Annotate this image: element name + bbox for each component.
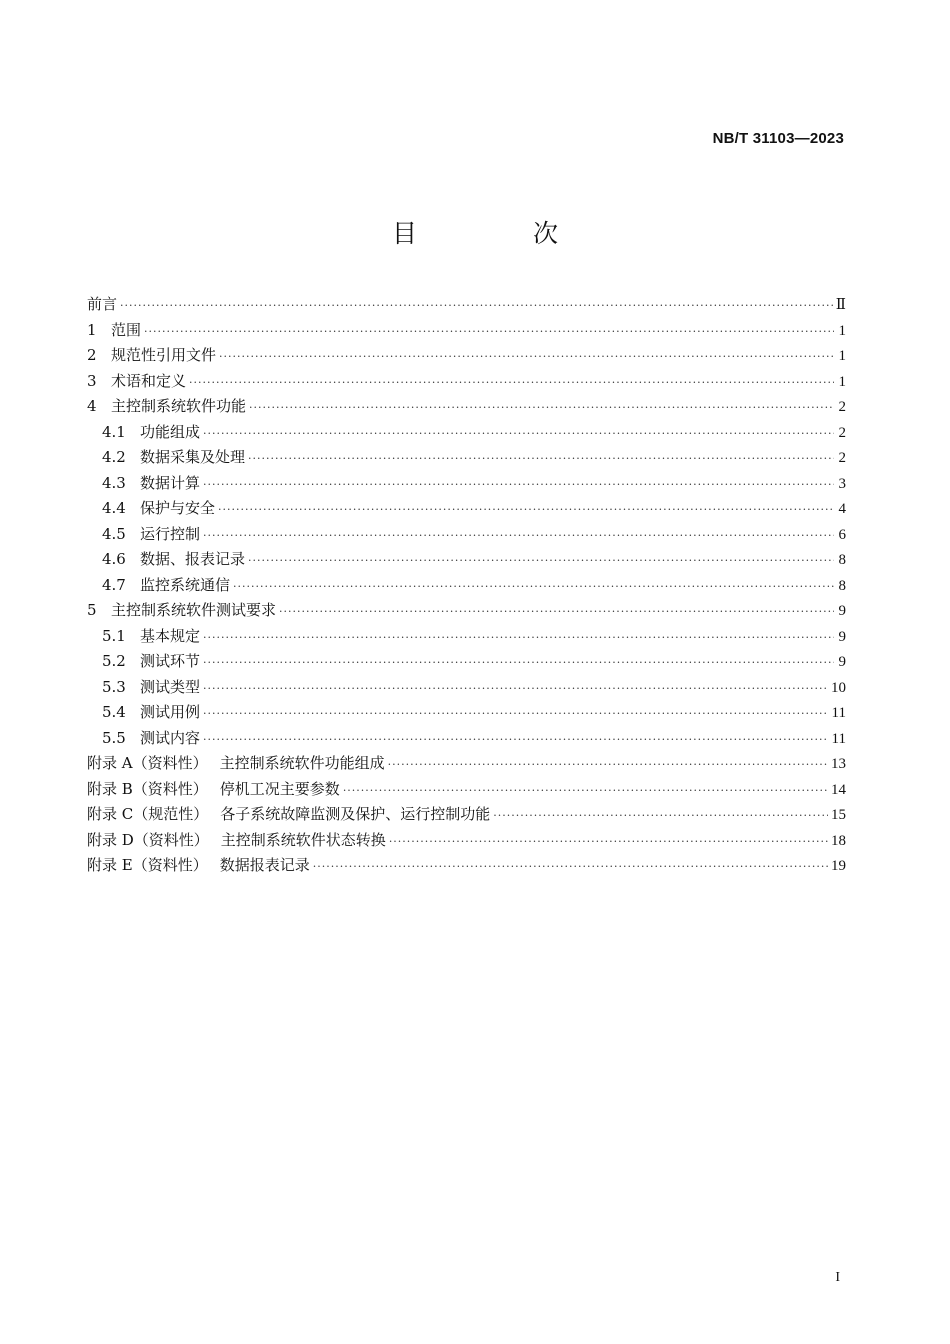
- toc-entry-number: 5.4: [102, 703, 126, 721]
- page-title: [0, 214, 950, 250]
- toc-entry-page: 11: [831, 730, 846, 747]
- toc-entry-label: 主控制系统软件状态转换: [220, 830, 386, 849]
- toc-entry-page: 8: [838, 552, 846, 568]
- toc-leader-dots: [144, 319, 834, 345]
- toc-entry-number: 2: [87, 346, 97, 364]
- toc-entry[interactable]: [87, 420, 846, 446]
- toc-entry-number: 5: [87, 601, 97, 619]
- toc-entry-page: 2: [838, 450, 846, 466]
- toc-entry-page: 1: [838, 322, 846, 339]
- toc-leader-dots: [203, 701, 829, 727]
- toc-entry-page: 11: [831, 705, 846, 721]
- toc-leader-dots: [389, 829, 828, 855]
- toc-entry-number: 附录 A（资料性）: [87, 754, 208, 772]
- toc-entry-number: 5.1: [102, 626, 126, 645]
- toc-entry[interactable]: [87, 853, 846, 879]
- toc-entry-page: 9: [838, 654, 846, 670]
- toc-leader-dots: [120, 293, 833, 319]
- toc-entry-number: 5.2: [102, 652, 126, 670]
- toc-entry-page: 2: [838, 399, 846, 415]
- toc-entry-number: 5.5: [102, 728, 126, 747]
- toc-entry-page: 9: [838, 603, 846, 619]
- toc-entry-label: 前言: [87, 295, 118, 313]
- toc-entry-label: 规范性引用文件: [111, 346, 217, 364]
- toc-leader-dots: [203, 676, 828, 702]
- toc-entry-label: 数据计算: [140, 473, 201, 492]
- toc-entry[interactable]: [87, 471, 846, 497]
- toc-entry-number: 附录 B（资料性）: [87, 779, 208, 798]
- toc-entry-number: 4: [87, 397, 97, 415]
- toc-leader-dots: [203, 472, 834, 498]
- toc-entry-page: 10: [831, 679, 846, 696]
- toc-entry[interactable]: [87, 726, 846, 752]
- toc-entry[interactable]: [87, 318, 846, 344]
- toc-entry-number: 4.3: [102, 473, 126, 492]
- toc-leader-dots: [248, 446, 834, 472]
- toc-entry-label: 范围: [111, 320, 142, 339]
- toc-entry-label: 测试用例: [140, 703, 201, 721]
- toc-entry-page: 1: [838, 373, 846, 390]
- toc-entry[interactable]: [87, 675, 846, 701]
- toc-entry[interactable]: [87, 700, 846, 726]
- toc-entry[interactable]: [87, 445, 846, 471]
- toc-entry-number: 附录 D（资料性）: [87, 830, 209, 849]
- toc-entry-page: 1: [838, 348, 846, 364]
- toc-leader-dots: [493, 803, 828, 829]
- toc-entry-page: 15: [831, 807, 846, 823]
- toc-entry-page: 9: [838, 628, 846, 645]
- toc-entry[interactable]: [87, 573, 846, 599]
- page-number: I: [835, 1270, 840, 1285]
- toc-entry[interactable]: [87, 369, 846, 395]
- toc-leader-dots: [313, 854, 828, 880]
- toc-entry-label: 测试类型: [140, 677, 201, 696]
- toc-entry-number: 3: [87, 371, 97, 390]
- toc-entry[interactable]: [87, 751, 846, 777]
- toc-entry-page: 8: [838, 577, 846, 594]
- toc-entry-number: 4.6: [102, 550, 126, 568]
- toc-entry-label: 术语和定义: [111, 371, 187, 390]
- toc-entry-page: 3: [838, 475, 846, 492]
- toc-entry[interactable]: [87, 777, 846, 803]
- standard-code: NB/T 31103—2023: [712, 130, 844, 147]
- toc-leader-dots: [279, 599, 834, 625]
- toc-leader-dots: [203, 421, 834, 447]
- toc-entry-label: 监控系统通信: [140, 575, 231, 594]
- toc-entry-label: 各子系统故障监测及保护、运行控制功能: [220, 805, 491, 823]
- toc-entry-label: 数据采集及处理: [140, 448, 246, 466]
- toc-leader-dots: [248, 548, 834, 574]
- toc-entry[interactable]: [87, 802, 846, 828]
- toc-entry-page: 19: [831, 858, 846, 874]
- toc-leader-dots: [203, 625, 834, 651]
- toc-entry[interactable]: [87, 394, 846, 420]
- toc-entry-number: 4.2: [102, 448, 126, 466]
- toc-entry-label: 测试环节: [140, 652, 201, 670]
- table-of-contents: [87, 292, 846, 879]
- toc-leader-dots: [219, 344, 834, 370]
- toc-leader-dots: [189, 370, 834, 396]
- toc-entry-label: 测试内容: [140, 728, 201, 747]
- toc-entry-page: 14: [831, 781, 846, 798]
- toc-entry-number: 4.1: [102, 422, 126, 441]
- toc-entry-number: 4.5: [102, 524, 126, 543]
- toc-entry-label: 基本规定: [140, 626, 201, 645]
- toc-entry-number: 1: [87, 320, 97, 339]
- toc-entry[interactable]: [87, 624, 846, 650]
- toc-leader-dots: [343, 778, 828, 804]
- toc-entry-page: 2: [838, 424, 846, 441]
- toc-entry[interactable]: [87, 496, 846, 522]
- toc-entry-number: 附录 E（资料性）: [87, 856, 208, 874]
- toc-entry-page: 13: [831, 756, 846, 772]
- toc-entry[interactable]: [87, 598, 846, 624]
- toc-entry-label: 主控制系统软件功能组成: [219, 754, 385, 772]
- toc-entry-number: 4.7: [102, 575, 126, 594]
- toc-leader-dots: [203, 650, 834, 676]
- toc-entry[interactable]: [87, 522, 846, 548]
- toc-entry-label: 运行控制: [140, 524, 201, 543]
- toc-entry-label: 主控制系统软件测试要求: [111, 601, 277, 619]
- toc-entry-page: 18: [831, 832, 846, 849]
- title-text: 目 次: [392, 219, 612, 248]
- toc-leader-dots: [203, 523, 834, 549]
- toc-entry-label: 保护与安全: [140, 499, 216, 517]
- toc-leader-dots: [249, 395, 834, 421]
- toc-entry-label: 停机工况主要参数: [219, 779, 340, 798]
- toc-entry[interactable]: [87, 649, 846, 675]
- toc-leader-dots: [203, 727, 829, 753]
- toc-entry-number: 4.4: [102, 499, 126, 517]
- toc-leader-dots: [218, 497, 834, 523]
- toc-entry[interactable]: [87, 828, 846, 854]
- toc-entry-number: 附录 C（规范性）: [87, 805, 209, 823]
- toc-entry-label: 数据、报表记录: [140, 550, 246, 568]
- toc-entry-page: 6: [838, 526, 846, 543]
- toc-entry-number: 5.3: [102, 677, 126, 696]
- toc-entry[interactable]: [87, 343, 846, 369]
- toc-entry[interactable]: [87, 292, 846, 318]
- toc-entry-label: 数据报表记录: [219, 856, 310, 874]
- toc-leader-dots: [388, 752, 828, 778]
- toc-leader-dots: [233, 574, 834, 600]
- toc-entry-page: Ⅱ: [835, 297, 846, 313]
- toc-entry-label: 功能组成: [140, 422, 201, 441]
- toc-entry[interactable]: [87, 547, 846, 573]
- toc-entry-page: 4: [838, 501, 846, 517]
- toc-entry-label: 主控制系统软件功能: [111, 397, 247, 415]
